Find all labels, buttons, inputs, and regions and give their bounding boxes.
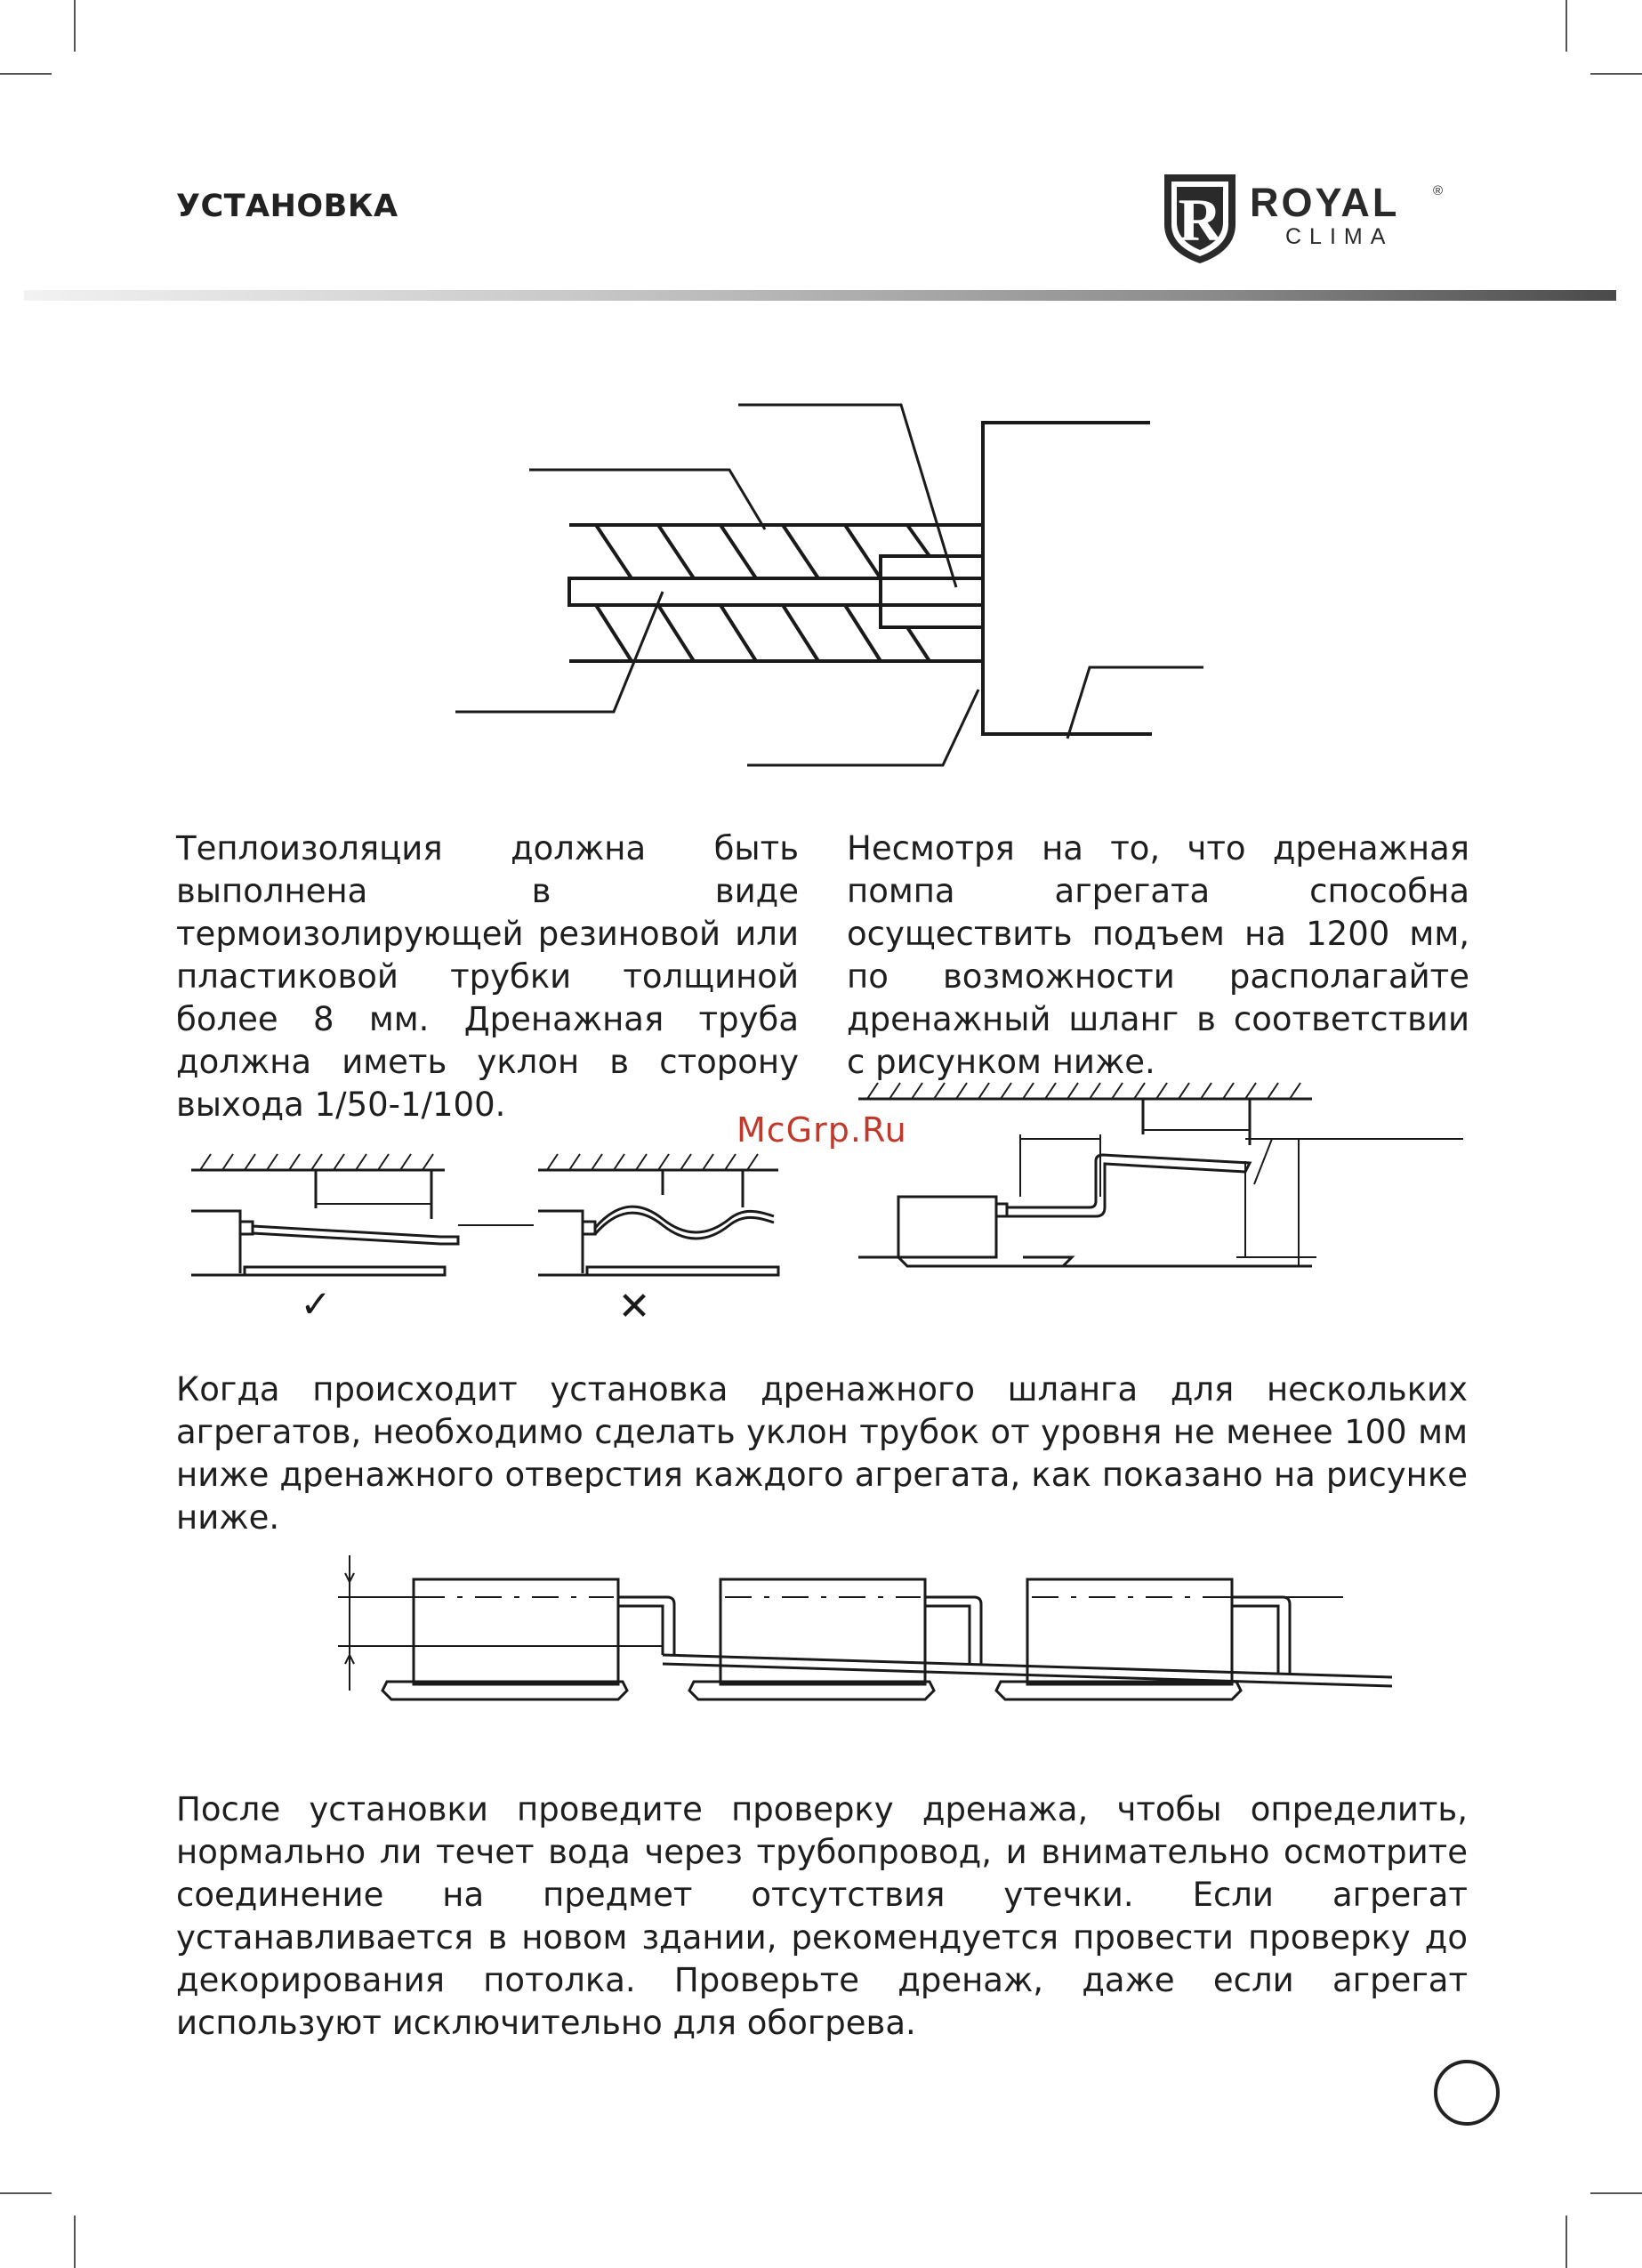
- multi-unit-paragraph: Когда происходит установка дренажного шланга для нескольких агрегатов, необходимо сделать уклон трубок от уровня не менее 100 мм ниже дренажного отверстия каждого агрегата, как показано на рисунке ниже.: [176, 1370, 1468, 1537]
- section-title: УСТАНОВКА: [176, 189, 398, 224]
- insulation-diagram: [445, 383, 1227, 792]
- crop-mark: [74, 2216, 76, 2268]
- pump-lift-diagram: [854, 1072, 1468, 1286]
- crop-mark: [1566, 0, 1567, 52]
- check-mark-icon: ✓: [300, 1282, 332, 1326]
- logo-sub: CLIMA: [1285, 224, 1394, 249]
- crop-mark: [0, 2192, 52, 2194]
- insulation-paragraph: Теплоизоляция должна быть выполнена в виде термоизолирующей резиновой или пластиковой трубки толщиной более 8 мм. Дренажная труба должна иметь уклон в сторону выхода 1/50-1/100.: [176, 829, 799, 1124]
- crop-mark: [1566, 2216, 1567, 2268]
- crop-mark: [1590, 2192, 1642, 2194]
- royal-clima-logo: [1161, 169, 1463, 271]
- correct-slope-diagram: [191, 1143, 538, 1330]
- wrong-slope-diagram: [538, 1143, 787, 1330]
- header-rule: [24, 290, 1616, 301]
- watermark: McGrp.Ru: [736, 1110, 907, 1150]
- svg-text:R: R: [1178, 186, 1222, 254]
- logo-brand: ROYAL: [1250, 180, 1400, 225]
- pump-paragraph: Несмотря на то, что дренажная помпа агрегата способна осуществить подъем на 1200 мм, по возможности располагайте дренажный шланг в соответствии с рисунком ниже.: [847, 829, 1469, 1081]
- drain-check-paragraph: После установки проведите проверку дренажа, чтобы определить, нормально ли течет вода через трубопровод, и внимательно осмотрите соединение на предмет отсутствия утечки. Если агрегат устанавливается в новом здании, рекомендуется провести проверку до декорирования потолка. Проверьте дренаж, даже если агрегат используют исключительно для обогрева.: [176, 1790, 1468, 2042]
- logo-shield-icon: [1161, 169, 1250, 267]
- crop-mark: [1590, 73, 1642, 75]
- page-number-circle: [1434, 2060, 1500, 2126]
- crop-mark: [0, 73, 52, 75]
- multi-unit-diagram: [338, 1548, 1405, 1731]
- cross-mark-icon: ✕: [617, 1284, 651, 1329]
- logo-registered: ®: [1433, 183, 1444, 198]
- crop-mark: [74, 0, 76, 52]
